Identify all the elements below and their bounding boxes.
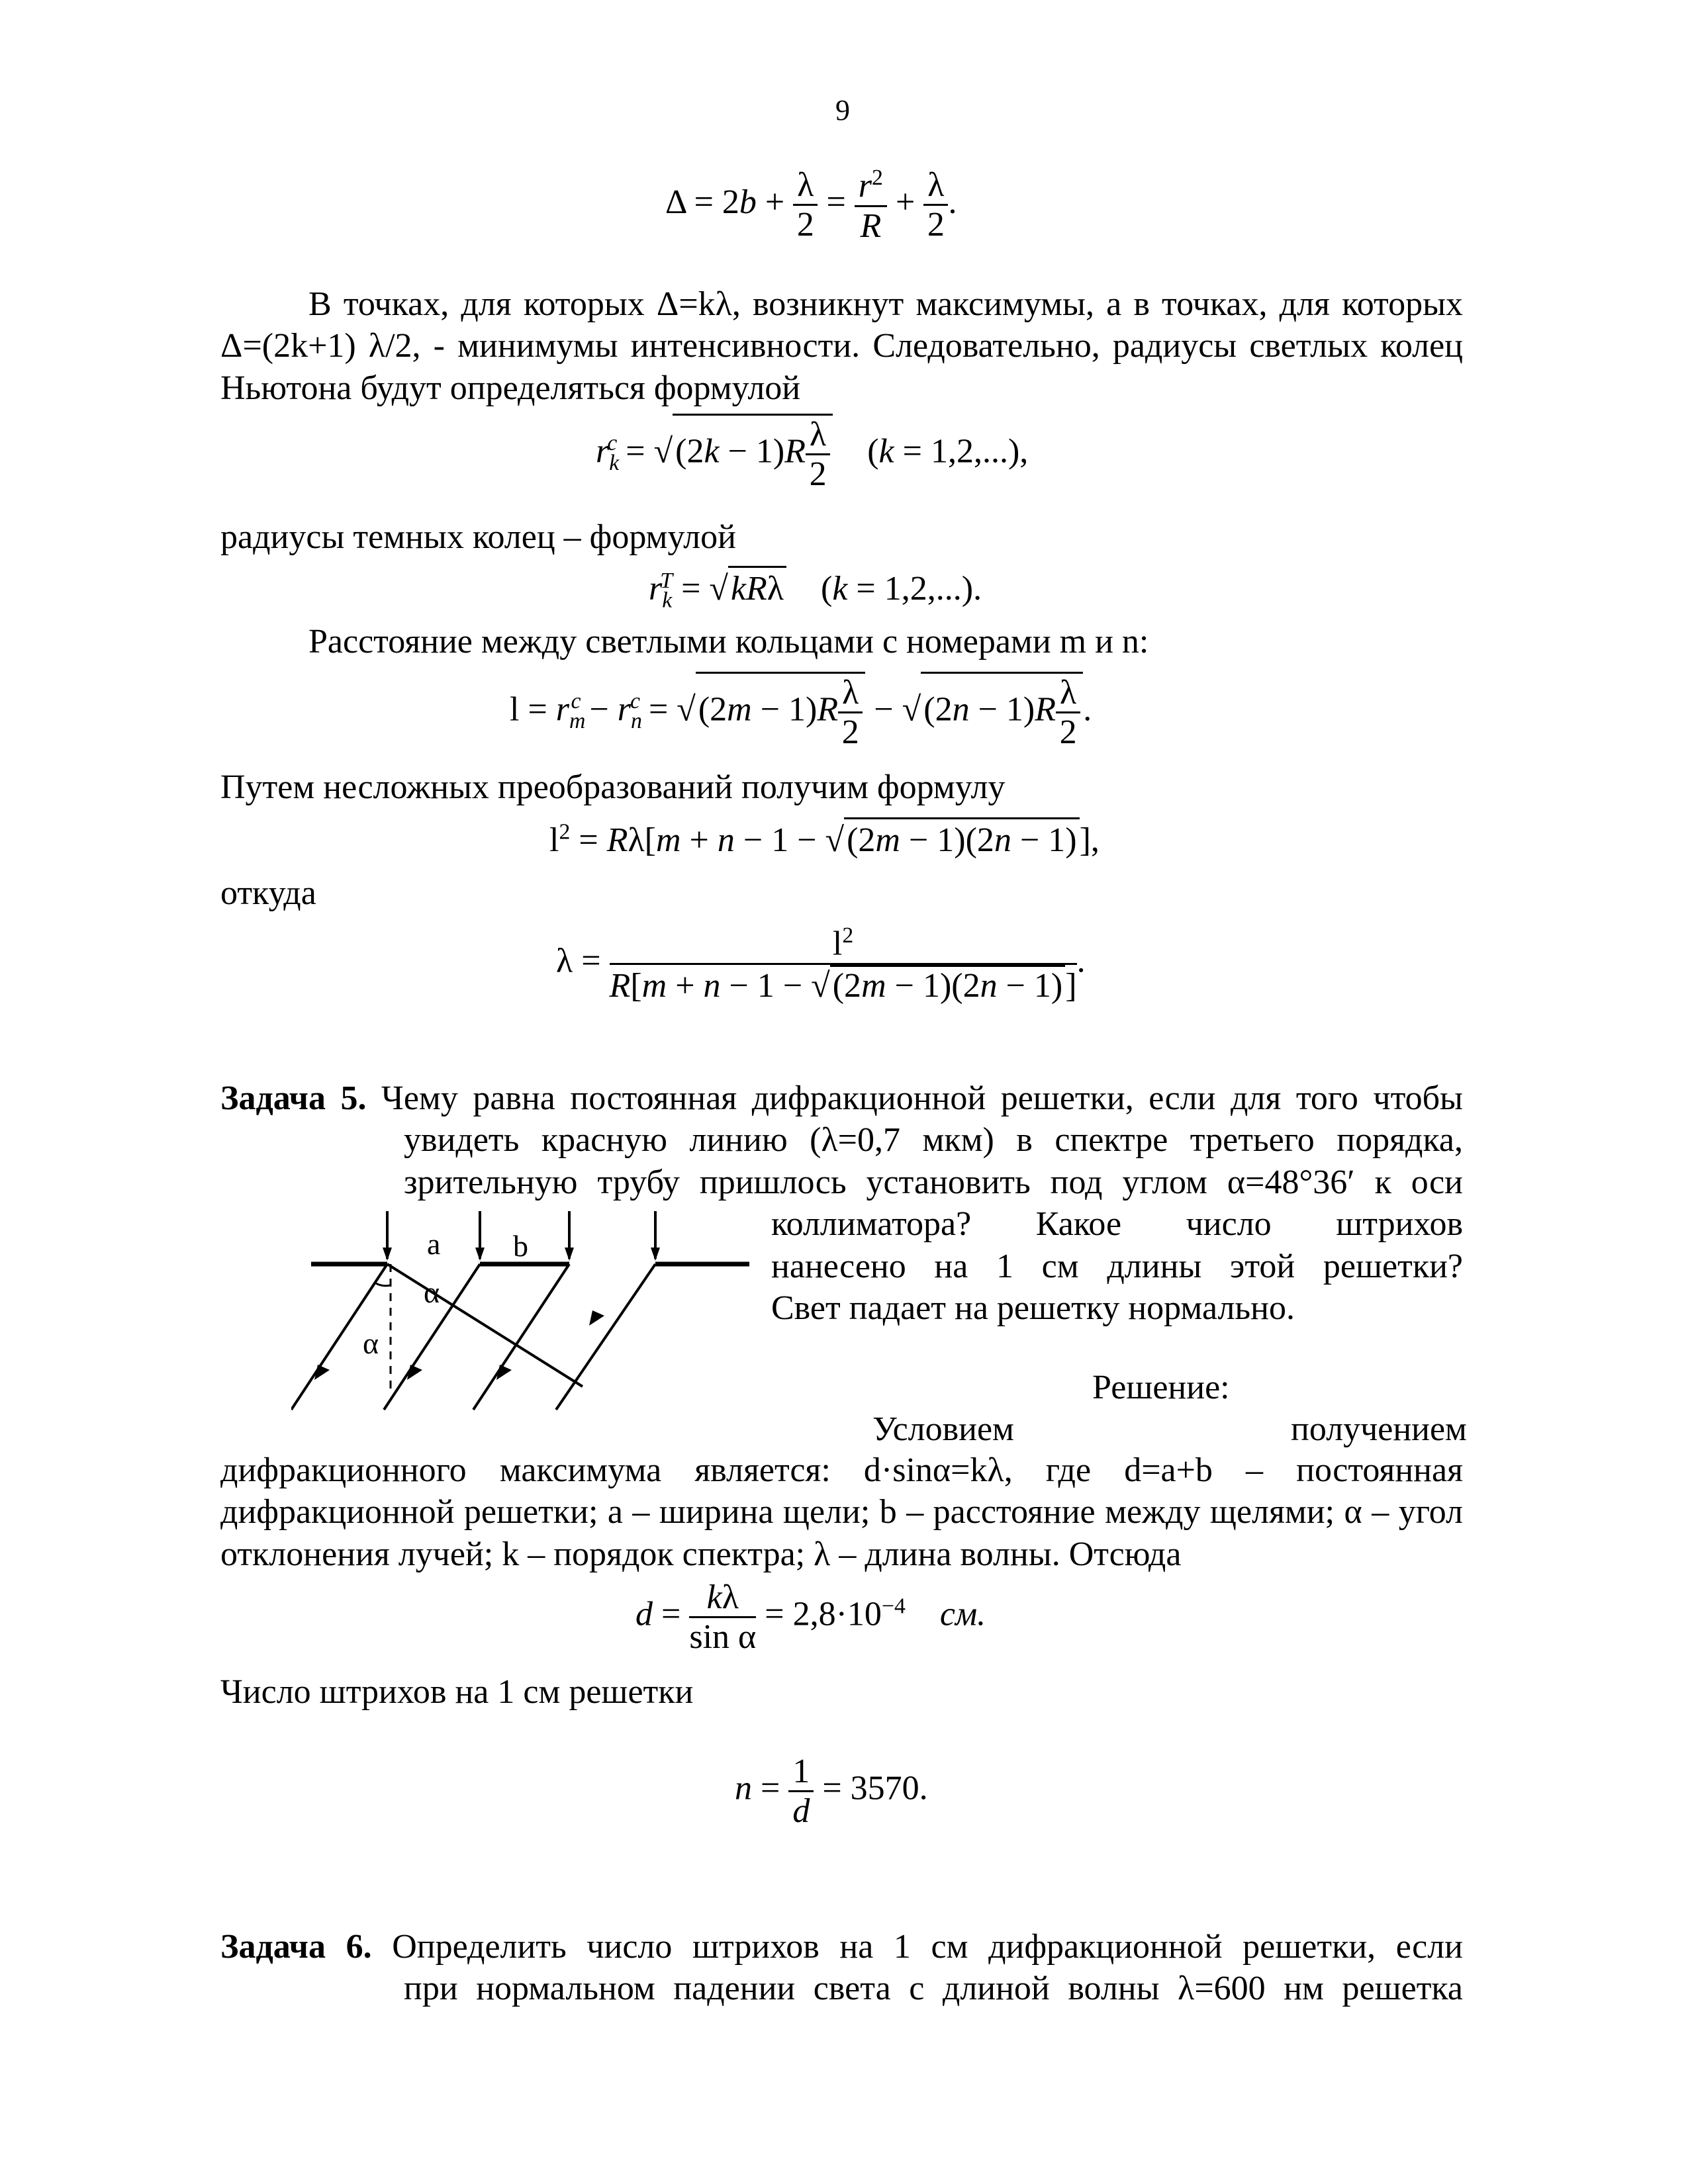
paragraph-count: Число штрихов на 1 см решетки bbox=[220, 1673, 694, 1711]
task-6-label: Задача 6. bbox=[220, 1928, 372, 1966]
task-5-line-2: увидеть красную линию (λ=0,7 мкм) в спектре третьего порядка, bbox=[404, 1121, 1463, 1160]
solution-heading: Решение: bbox=[1092, 1369, 1230, 1406]
task-6 bbox=[220, 1926, 1463, 2010]
task-5-line-1: Чему равна постоянная дифракционной решетки, если для того чтобы bbox=[381, 1079, 1463, 1117]
solution-line-1b: получением bbox=[1291, 1410, 1467, 1448]
equation-light-rings: $r_k^c = √(2k - 1)R$ $\frac{\lambda}{2}$ (k = 1,2,...), bbox=[596, 414, 1028, 493]
paragraph-dark-rings: радиусы темных колец – формулой bbox=[220, 518, 736, 556]
figure-label-a: a bbox=[427, 1227, 441, 1261]
task-5-line-5: нанесено на 1 см длины этой решетки? bbox=[771, 1247, 1463, 1285]
paragraph-transform: Путем несложных преобразований получим формулу bbox=[220, 768, 1006, 806]
equation-l-squared: $l^2 = R\lambda[m + n - 1 - √(2m - 1)(2n - 1)]$, bbox=[549, 817, 1100, 861]
task-5-label: Задача 5. bbox=[220, 1079, 367, 1117]
diffraction-grating-figure bbox=[291, 1211, 768, 1430]
task-6-line-2: при нормальном падении света с длиной волны λ=600 нм решетка bbox=[404, 1970, 1463, 2008]
task-6-line-1: Определить число штрихов на 1 см дифракционной решетки, если bbox=[392, 1928, 1464, 1966]
task-5-line-4: коллиматора? Какое число штрихов bbox=[771, 1205, 1463, 1244]
task-5-line-6: Свет падает на решетку нормально. bbox=[771, 1289, 1295, 1328]
figure-label-alpha-1: α bbox=[424, 1275, 440, 1309]
solution-line-1a: Условием bbox=[872, 1410, 1014, 1448]
equation-d: d = $\frac{k\lambda}{\text{sin α}}$ = $2,8\cdot 10^{-4}$ см. bbox=[635, 1578, 986, 1657]
equation-distance: $l = r_m^c - r_n^c = √(2m - 1)R$ $\frac{\lambda}{2}$ − √(2n − 1)R $\frac{\lambda}{2}$ . bbox=[510, 672, 1092, 751]
figure-label-b: b bbox=[513, 1229, 528, 1263]
equation-dark-rings: $r_k^T = √kR\lambda$ (k = 1,2,...). bbox=[649, 566, 982, 614]
page-number: 9 bbox=[835, 94, 850, 126]
equation-delta: Δ = 2b + $\frac{\lambda}{2}$ = $\frac{r^2}{R}$ + $\frac{\lambda}{2}$ . bbox=[665, 165, 957, 245]
paragraph-whence: откуда bbox=[220, 874, 316, 912]
paragraph-newton-rings: В точках, для которых Δ=kλ, возникнут максимумы, а в точках, для которых Δ=(2k+1) λ/2, - минимумы интенсивности. Следовательно, радиусы светлых колец Ньютона будут определяться формулой bbox=[220, 285, 1463, 407]
paragraph-distance: Расстояние между светлыми кольцами с номерами m и n: bbox=[308, 623, 1149, 660]
figure-label-alpha-2: α bbox=[363, 1326, 379, 1360]
task-5-line-3: зрительную трубу пришлось установить под углом α=48°36′ к оси bbox=[404, 1163, 1463, 1201]
equation-n: n = $\frac{1}{d}$ = 3570. bbox=[735, 1752, 928, 1831]
solution-text: дифракционного максимума является: d·sinα=kλ, где d=a+b – постоянная дифракционной решетки; a – ширина щели; b – расстояние между щелями; α – угол отклонения лучей; k – порядок спектра; λ – длина волны. Отсюда bbox=[220, 1451, 1463, 1573]
equation-lambda: λ = $\frac{l^2}{R[m + n - 1 - √(2m - 1)(2n - 1)]}$ . bbox=[556, 923, 1086, 1005]
